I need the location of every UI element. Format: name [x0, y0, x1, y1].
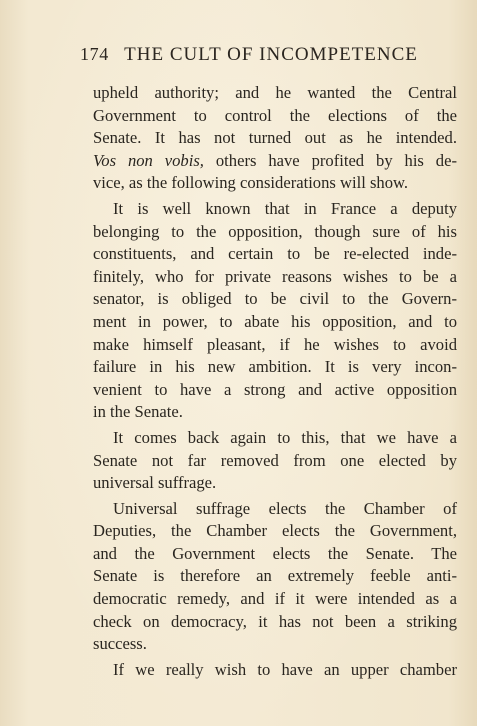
text-line [93, 150, 457, 173]
text-line: venient to have a strong and active opposition [93, 379, 457, 399]
text-line: democratic remedy, and if it were intended as a [93, 589, 457, 609]
text-line: belonging to the opposition, though sure of his [93, 221, 457, 241]
text-line-rest: others have profited by his de- [215, 150, 457, 170]
text-line: finitely, who for private reasons wishes to be a [93, 266, 457, 286]
text-line: If we really wish to have an upper chamber [113, 659, 457, 679]
text-line: make himself pleasant, if he wishes to avoid [93, 334, 457, 354]
text-line: constituents, and certain to be re-elected inde- [93, 244, 457, 264]
italic-phrase: Vos non vobis, [93, 150, 204, 170]
text-line: vice, as the following considerations will show. [93, 173, 409, 193]
text-line: in the Senate. [93, 402, 183, 422]
text-line: Senate not far removed from one elected by [93, 450, 457, 470]
text-line: ment in power, to abate his opposition, and to [93, 311, 457, 331]
text-line: universal suffrage. [93, 473, 217, 493]
text-line: Senate is therefore an extremely feeble anti- [93, 566, 457, 586]
text-line: failure in his new ambition. It is very incon- [93, 357, 457, 377]
page-number: 174 [80, 44, 109, 64]
text-line: senator, is obliged to be civil to the Govern- [93, 289, 457, 309]
text-line: Universal suffrage elects the Chamber of [113, 498, 457, 518]
text-line: Deputies, the Chamber elects the Government, [93, 521, 457, 541]
text-line: Senate. It has not turned out as he intended. [93, 128, 457, 148]
page-header [80, 44, 460, 66]
text-line: It comes back again to this, that we have a [113, 427, 457, 447]
text-line: and the Government elects the Senate. The [93, 543, 457, 563]
text-line: check on democracy, it has not been a striking [93, 611, 457, 631]
running-title: THE CULT OF INCOMPETENCE [124, 44, 418, 65]
text-line: Government to control the elections of the [93, 105, 457, 125]
body-text [93, 82, 457, 681]
text-line: upheld authority; and he wanted the Central [93, 83, 457, 102]
text-line: It is well known that in France a deputy [113, 198, 457, 218]
text-line: success. [93, 634, 147, 654]
